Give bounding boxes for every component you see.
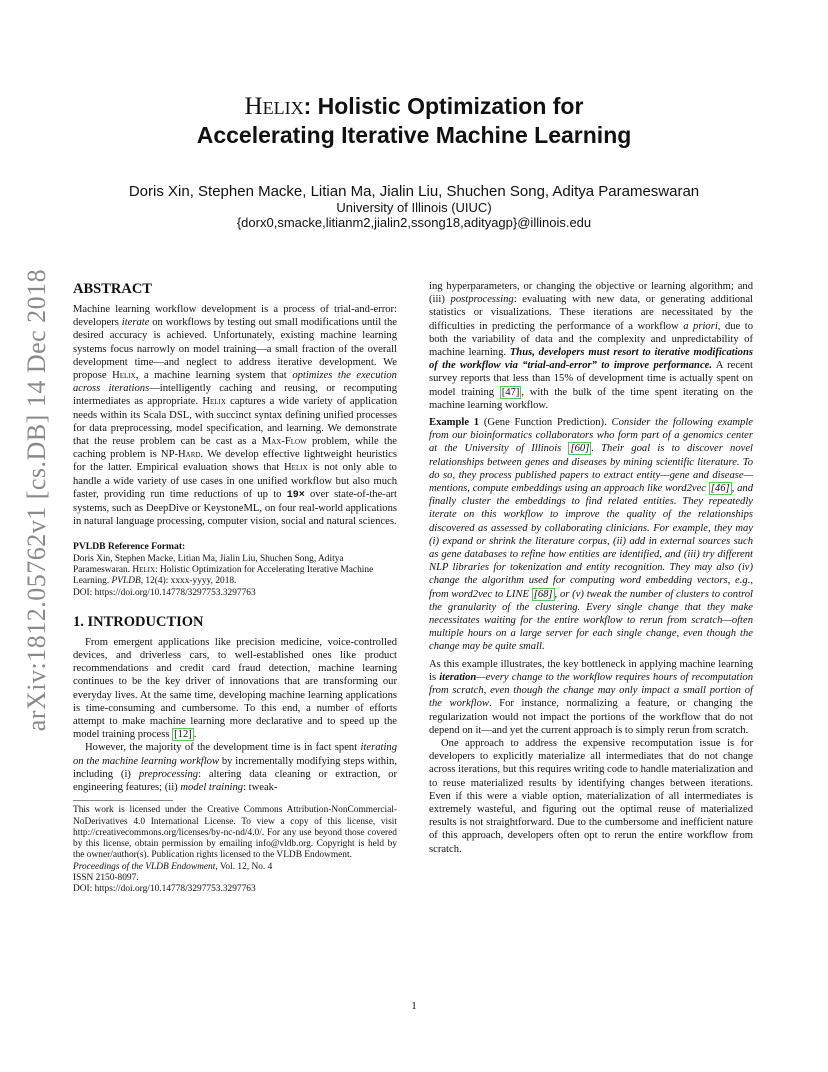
right-column — [429, 280, 753, 856]
example-1: Example 1 (Gene Function Prediction). Consider the following example from our bioinformatics collaborators who form part of a genomics center at the University of Illinois [60] . Their goal is to discover novel relationships between genes and diseases by mining scientific literature. To do so, they process published papers to extract entity—gene and disease—mentions, compute embeddings using an approach like word2vec [46] , and finally cluster the embeddings to find related entities. They repeatedly iterate on this workflow to improve the quality of the relationships discovered as assessed by collaborating clinicians. For example, they may (i) expand or shrink the literature corpus, (ii) add in external sources such as gene databases to refine how entities are identified, and (iii) try different NLP libraries for tokenization and entity recognition. They may also (iv) change the algorithm used for computing word embedding vectors, e.g., from word2vec to LINE [68] , or (v) tweak the number of clusters to control the granularity of the clustering. Every single change that they make necessitates waiting for the entire workflow to rerun from scratch—often multiple hours on a large server for each single change, even though the change may be quite small. — [429, 417, 753, 653]
license-notice: This work is licensed under the Creative Commons Attribution-NonCommercial-NoDerivatives 4.0 International License. To view a copy of this license, visit http://creativecommons.org/licenses/by-nc-nd/4.0/. For any use beyond those covered by this license, obtain permission by emailing info@vldb.org. Copyright is held by the owner/author(s). Publication rights licensed to the VLDB Endowment. — [73, 805, 397, 861]
abstract-heading: ABSTRACT — [73, 281, 152, 297]
intro-paragraph-2-continued: ing hyperparameters, or changing the objective or learning algorithm; and (iii) postprocessing: evaluating with new data, or generating additional statistics or visualizations. These iterations are necessitated by the difficulties in predicting the performance of a workflow a priori, due to both the variability of data and the complexity and unpredictability of machine learning. Thus, developers must resort to iterative modifications of the workflow via “trial-and-error” to improve performance. A recent survey reports that less than 15% of development time is actually spent on model training [47] , with the bulk of the time spent iterating on the machine learning workflow. — [429, 281, 754, 411]
system-name: Helix — [244, 93, 304, 120]
reference-format-text: Doris Xin, Stephen Macke, Litian Ma, Jialin Liu, Shuchen Song, Aditya Parameswaran. Helix: Holistic Optimization for Accelerating Iterative Machine Learning. PVLDB, 12(4): xxxx-yyyy, 2018. DOI: https://doi.org/10.14778/3297753.3297763 — [73, 553, 374, 598]
left-column — [73, 280, 397, 896]
author-list: Doris Xin, Stephen Macke, Litian Ma, Jialin Liu, Shuchen Song, Aditya Parameswaran — [128, 183, 700, 200]
paper-title — [74, 92, 754, 150]
citation-link[interactable]: [46] — [710, 483, 730, 495]
proceedings-info: Proceedings of the VLDB Endowment, Vol. 12, No. 4 ISSN 2150-8097. DOI: https://doi.org/10.14778/3297753.3297763 — [73, 861, 273, 895]
affiliation: University of Illinois (UIUC) — [336, 200, 492, 215]
citation-link[interactable]: [68] — [533, 588, 553, 600]
arxiv-identifier-text: arXiv:1812.05762v1 [cs.DB] 14 Dec 2018 — [22, 268, 51, 732]
title-line-1-text: : Holistic Optimization for — [303, 93, 584, 119]
intro-paragraph-2: However, the majority of the development time is in fact spent iterating on the machine learning workflow by incrementally modifying steps within, including (i) preprocessing: altering data cleaning or extraction, or engineering features; (ii) model training: tweak- — [73, 742, 397, 794]
citation-link[interactable]: [47] — [501, 386, 520, 398]
reference-format-heading: PVLDB Reference Format: — [73, 541, 186, 553]
title-line-2: Accelerating Iterative Machine Learning — [196, 122, 632, 148]
footnote-divider — [73, 800, 173, 801]
affiliation-block — [74, 200, 754, 230]
intro-paragraph-3: As this example illustrates, the key bottleneck in applying machine learning is iteration—every change to the workflow requires hours of recomputation from scratch, even though the change may only impact a small portion of the workflow. For instance, normalizing a feature, or changing the regularization would not impact the portions of the workflow that do not depend on it—and yet the current approach is to simply rerun from scratch. — [429, 658, 754, 736]
abstract-text: Machine learning workflow development is a process of trial-and-error: developers iterate on workflows by testing out small modifications until the desired accuracy is achieved. Unfortunately, existing machine learning systems focus narrowly on model training—a small fraction of the overall development time—and neglect to address iterative development. We propose Helix, a machine learning system that optimizes the execution across iterations—intelligently caching and reusing, or recomputing intermediates as appropriate. Helix captures a wide variety of application needs within its Scala DSL, with succinct syntax defining unified processes for data preprocessing, model specification, and learning. We demonstrate that the reuse problem can be cast as a Max-Flow problem, while the caching problem is NP-Hard. We develop effective lightweight heuristics for the latter. Empirical evaluation shows that Helix is not only able to handle a wide variety of use cases in one unified workflow but also much faster, providing run time reductions of up to 19× over state-of-the-art systems, such as DeepDive or KeystoneML, on four real-world applications in natural language processing, computer vision, social and natural sciences. — [73, 304, 398, 528]
intro-paragraph-4: One approach to address the expensive recomputation issue is for developers to explicitly materialize all intermediates that do not change across iterations, but this requires writing code to handle materialization and to reuse materialized results by identifying changes between iterations. Even if this were a viable option, materialization of all intermediates is extremely wasteful, and figuring out the optimal reuse of materialized results is not straightforward. Due to the cumbersome and inefficient nature of this approach, developers often opt to rerun the entire workflow from scratch. — [429, 737, 753, 855]
intro-paragraph-1: From emergent applications like precision medicine, voice-controlled devices, and driverless cars, to well-established ones like product recommendations and credit card fraud detection, machine learning continues to be the key driver of innovations that are transforming our everyday lives. At the same time, developing machine learning applications is time-consuming and cumbersome. To this end, a number of efforts attempt to make machine learning more declarative and to speed up the model training process [12] . — [73, 636, 397, 741]
example-label: Example 1 — [429, 417, 480, 429]
arxiv-identifier — [17, 265, 57, 735]
title-line-1 — [74, 92, 754, 121]
introduction-heading: 1. INTRODUCTION — [73, 613, 204, 630]
author-emails: {dorx0,smacke,litianm2,jialin2,ssong18,adityagp}@illinois.edu — [236, 215, 592, 230]
citation-link[interactable]: [12] — [174, 729, 192, 741]
page-number: 1 — [411, 1000, 417, 1012]
citation-link[interactable]: [60] — [570, 443, 590, 455]
